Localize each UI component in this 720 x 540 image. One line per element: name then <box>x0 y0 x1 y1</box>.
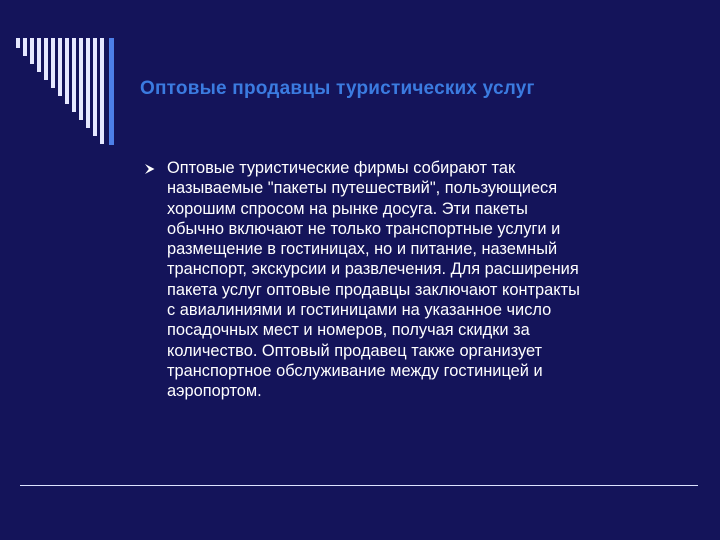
bullet-line: транспорт, экскурсии и развлечения. Для расширения <box>167 260 579 279</box>
bullet-line: аэропортом. <box>167 382 262 401</box>
bullet-line: транспортное обслуживание между гостиницей и <box>167 361 543 380</box>
bullet-line: с авиалиниями и гостиницами на указанное число <box>167 301 552 320</box>
bullet-list <box>144 158 684 402</box>
bullet-line: размещение в гостиницах, но и питание, наземный <box>167 240 558 259</box>
bullet-line: количество. Оптовый продавец также организует <box>167 341 543 360</box>
decorative-stripes <box>0 0 130 145</box>
bottom-divider <box>20 485 698 486</box>
bullet-line: Оптовые туристические фирмы собирают так <box>167 159 516 177</box>
bullet-line: обычно включают не только транспортные услуги и <box>167 219 561 238</box>
bullet-item <box>144 158 684 402</box>
bullet-text <box>167 158 684 402</box>
bullet-line: хорошим спросом на рынке досуга. Эти пакеты <box>167 199 528 218</box>
bullet-line: пакета услуг оптовые продавцы заключают контракты <box>167 280 580 299</box>
slide-title: Оптовые продавцы туристических услуг <box>140 78 535 99</box>
bullet-line: называемые "пакеты путешествий", пользующиеся <box>167 179 558 198</box>
arrow-bullet-icon <box>144 163 156 175</box>
bullet-line: посадочных мест и номеров, получая скидки за <box>167 321 530 340</box>
